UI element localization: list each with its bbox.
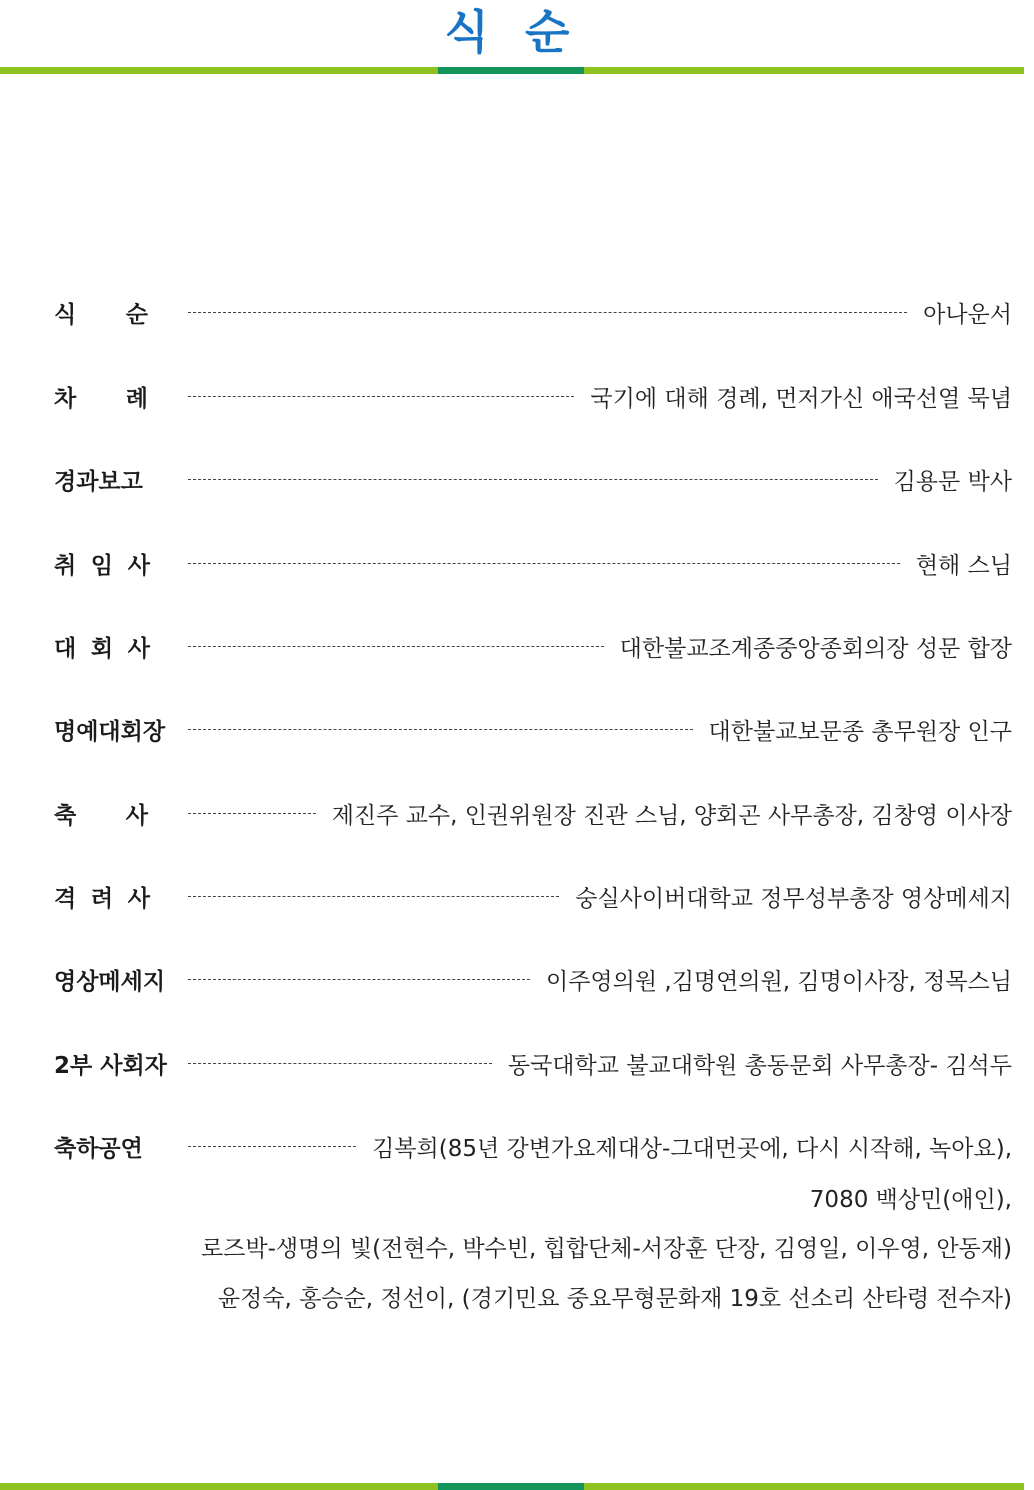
program-row-inaugural-speech bbox=[54, 543, 1012, 583]
dotted-leader bbox=[188, 312, 907, 313]
row-value: 대한불교보문종 총무원장 인구 bbox=[708, 718, 1012, 745]
dotted-leader bbox=[188, 979, 530, 980]
program-row-part2-host bbox=[54, 1043, 1012, 1083]
row-value: 동국대학교 불교대학원 총동문회 사무총장- 김석두 bbox=[507, 1052, 1012, 1079]
program-row-opening-address bbox=[54, 626, 1012, 666]
dotted-leader bbox=[188, 896, 559, 897]
row-label: 2부 사회자 bbox=[54, 1052, 167, 1079]
program-row-salute bbox=[54, 376, 1012, 416]
dotted-leader bbox=[188, 813, 316, 814]
dotted-leader bbox=[188, 479, 878, 480]
program-row-progress-report bbox=[54, 459, 1012, 499]
dotted-leader bbox=[188, 1146, 356, 1147]
row-value: 현해 스님 bbox=[915, 552, 1012, 579]
bottom-divider-accent bbox=[438, 1483, 584, 1490]
program-row-congratulatory-speech bbox=[54, 793, 1012, 833]
row-label: 영상메세지 bbox=[54, 968, 166, 995]
program-row-encouragement-speech bbox=[54, 876, 1012, 916]
row-value: 김복희(85년 강변가요제대상-그대먼곳에, 다시 시작해, 녹아요), bbox=[372, 1135, 1012, 1162]
row-value: 아나운서 bbox=[923, 301, 1012, 328]
performance-continuation-line: 로즈박-생명의 빛(전현수, 박수빈, 힙합단체-서장훈 단장, 김영일, 이우영, 안동재) bbox=[200, 1236, 1012, 1262]
row-value: 국기에 대해 경례, 먼저가신 애국선열 묵념 bbox=[590, 385, 1012, 412]
dotted-leader bbox=[188, 563, 900, 564]
dotted-leader bbox=[188, 1063, 492, 1064]
row-value: 대한불교조계종중앙종회의장 성문 합장 bbox=[619, 635, 1012, 662]
performance-continuation-line: 7080 백상민(애인), bbox=[809, 1187, 1012, 1213]
top-divider bbox=[0, 67, 1024, 74]
bottom-divider bbox=[0, 1483, 1024, 1490]
top-divider-accent bbox=[438, 67, 584, 74]
row-label: 명예대회장 bbox=[54, 718, 166, 745]
program-row-honorary-chair bbox=[54, 709, 1012, 749]
row-value: 제진주 교수, 인권위원장 진관 스님, 양회곤 사무총장, 김창영 이사장 bbox=[331, 802, 1012, 829]
row-label: 격 려 사 bbox=[54, 885, 150, 912]
row-label: 식 순 bbox=[54, 301, 148, 328]
page-title: 식 순 bbox=[444, 5, 580, 59]
dotted-leader bbox=[188, 729, 693, 730]
row-value: 이주영의원 ,김명연의원, 김명이사장, 정목스님 bbox=[545, 968, 1012, 995]
program-row-opening bbox=[54, 292, 1012, 332]
row-label: 취 임 사 bbox=[54, 552, 150, 579]
program-row-video-message bbox=[54, 959, 1012, 999]
dotted-leader bbox=[188, 646, 604, 647]
row-label: 차 례 bbox=[54, 385, 148, 412]
row-value: 숭실사이버대학교 정무성부총장 영상메세지 bbox=[575, 885, 1012, 912]
row-label: 경과보고 bbox=[54, 468, 143, 495]
program-row-celebration-performance bbox=[54, 1126, 1012, 1166]
dotted-leader bbox=[188, 396, 574, 397]
row-label: 축하공연 bbox=[54, 1135, 143, 1162]
row-label: 축 사 bbox=[54, 802, 148, 829]
row-value: 김용문 박사 bbox=[893, 468, 1012, 495]
row-label: 대 회 사 bbox=[54, 635, 150, 662]
performance-continuation-line: 윤정숙, 홍승순, 정선이, (경기민요 중요무형문화재 19호 선소리 산타령 전수자) bbox=[217, 1286, 1012, 1312]
